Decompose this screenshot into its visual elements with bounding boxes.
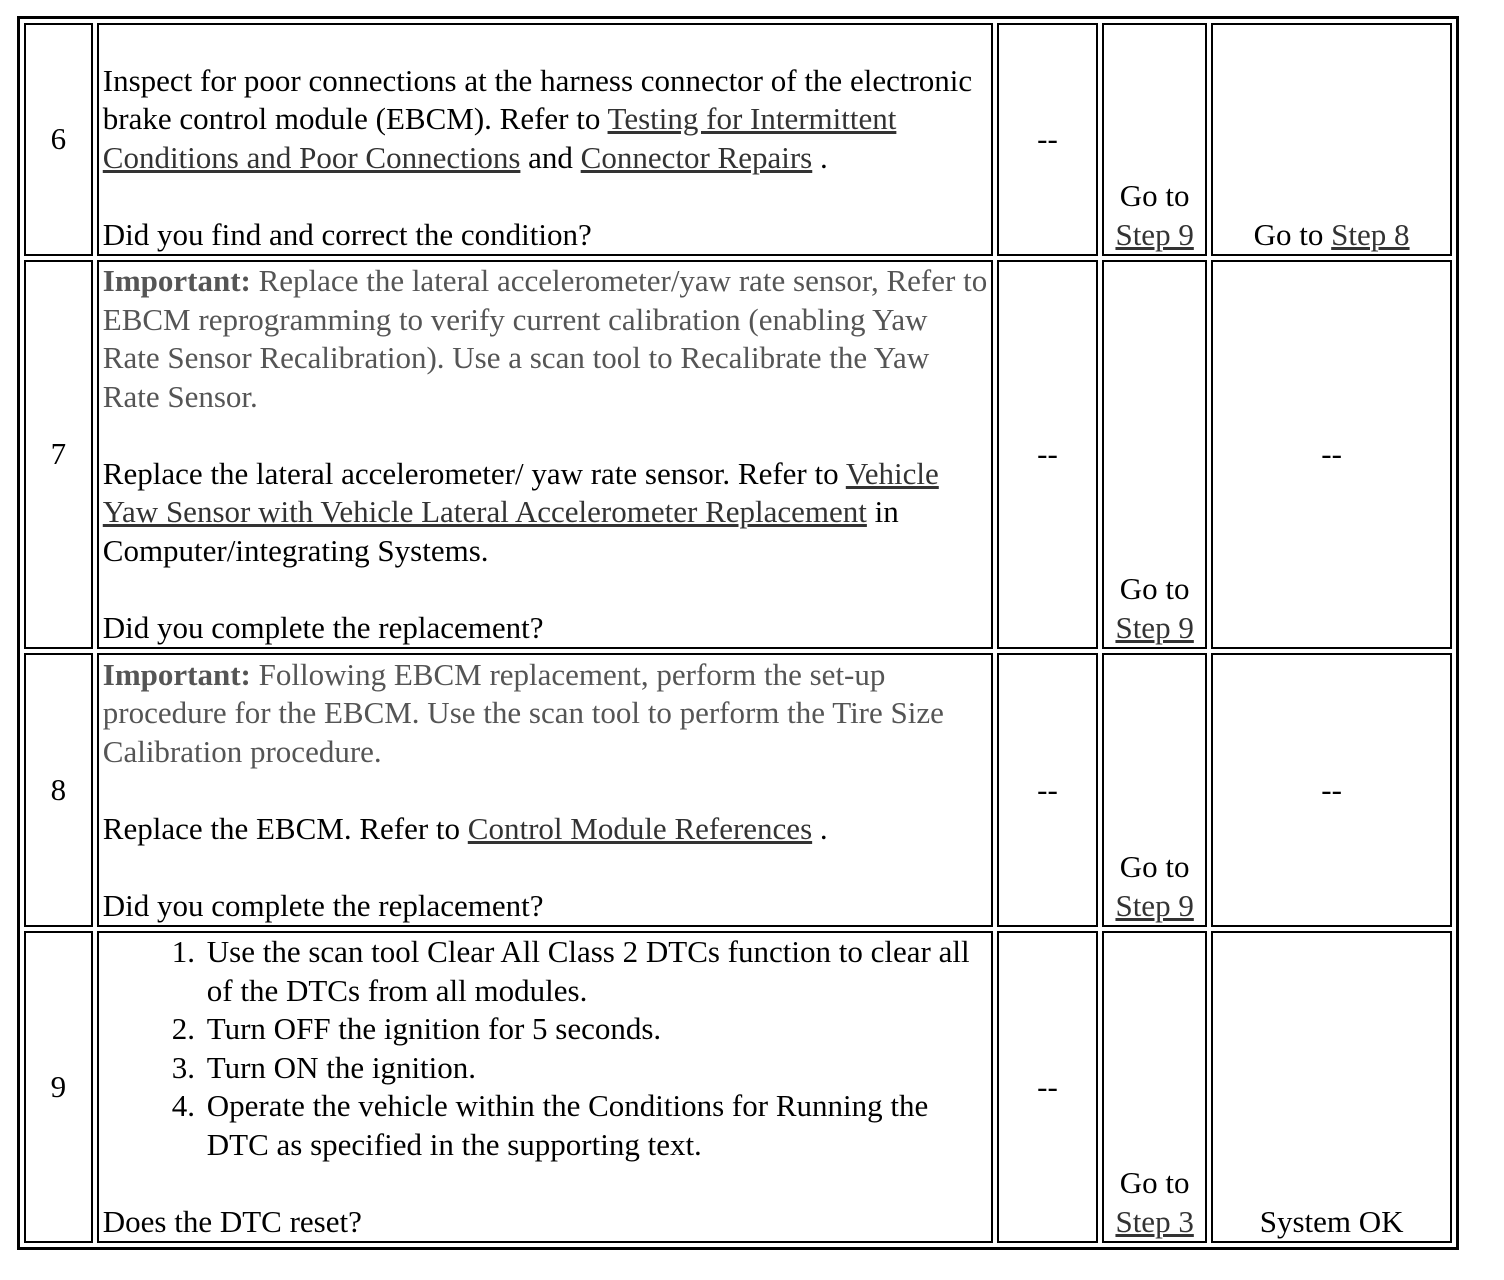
list-item: 4. Operate the vehicle within the Conditions for Running the DTC as specified in the supporting text. (203, 1087, 991, 1164)
no-action (1211, 23, 1452, 256)
important-label: Important: (102, 263, 251, 298)
value-cell: -- (997, 260, 1098, 649)
no-action: System OK (1211, 931, 1452, 1243)
step-question: Did you complete the replacement? (102, 887, 544, 923)
link-testing-intermittent[interactable]: Testing for Intermittent Conditions and Poor Connections (102, 101, 897, 175)
step-number: 8 (24, 653, 93, 927)
description-text: Replace the EBCM. Refer to (102, 810, 468, 846)
step-number: 7 (24, 260, 93, 649)
important-label: Important: (102, 656, 251, 692)
step-number: 6 (24, 23, 93, 256)
important-note (103, 262, 991, 416)
table-row (24, 260, 1452, 649)
value-cell: -- (997, 931, 1098, 1243)
no-action: -- (1211, 653, 1452, 927)
table-row (24, 931, 1452, 1243)
yes-prefix: Go to (1119, 849, 1190, 884)
yes-action (1102, 260, 1207, 649)
description-text: in Computer/integrating Systems. (102, 494, 899, 568)
yes-action (1102, 653, 1207, 927)
table-row (24, 23, 1452, 256)
procedure-list (103, 933, 991, 1164)
link-step-9[interactable]: Step 9 (1115, 609, 1194, 645)
link-control-module-references[interactable]: Control Module References (467, 810, 813, 846)
yes-prefix: Go to (1119, 178, 1190, 213)
step-question: Did you complete the replacement? (102, 609, 544, 645)
step-number: 9 (24, 931, 93, 1243)
description-text: and (520, 139, 581, 175)
description-text: Replace the lateral accelerometer/ yaw rate sensor. Refer to (102, 455, 846, 491)
important-note (103, 656, 991, 772)
important-text: Replace the lateral accelerometer/yaw rate sensor, Refer to EBCM reprogramming to verify current calibration (enabling Yaw Rate Sensor Recalibration). Use a scan tool to Recalibrate the Yaw Rate Sensor. (102, 263, 988, 414)
list-item: 2. Turn OFF the ignition for 5 seconds. (203, 1010, 991, 1049)
step-description (97, 260, 993, 649)
link-step-9[interactable]: Step 9 (1115, 216, 1194, 252)
yes-prefix: Go to (1119, 1165, 1190, 1200)
value-cell: -- (997, 23, 1098, 256)
step-question: Does the DTC reset? (102, 1203, 362, 1239)
no-prefix: Go to (1253, 216, 1332, 252)
step-description (97, 23, 993, 256)
table-row (24, 653, 1452, 927)
yes-prefix: Go to (1119, 571, 1190, 606)
important-text: Following EBCM replacement, perform the set-up procedure for the EBCM. Use the scan tool to perform the Tire Size Calibration procedure. (102, 656, 944, 769)
link-connector-repairs[interactable]: Connector Repairs (580, 139, 813, 175)
step-description (97, 931, 993, 1243)
link-yaw-sensor-replacement[interactable]: Vehicle Yaw Sensor with Vehicle Lateral Accelerometer Replacement (102, 455, 939, 529)
description-text: Inspect for poor connections at the harness connector of the electronic brake control module (EBCM). Refer to (102, 62, 973, 136)
description-text: . (812, 139, 828, 175)
step-question: Did you find and correct the condition? (102, 216, 592, 252)
yes-action (1102, 931, 1207, 1243)
link-step-9[interactable]: Step 9 (1115, 887, 1194, 923)
link-step-8[interactable]: Step 8 (1331, 216, 1410, 252)
yes-action (1102, 23, 1207, 256)
description-text: . (812, 810, 828, 846)
no-action: -- (1211, 260, 1452, 649)
list-item: 1. Use the scan tool Clear All Class 2 DTCs function to clear all of the DTCs from all modules. (203, 933, 991, 1010)
diagnostic-table (17, 16, 1459, 1250)
step-description (97, 653, 993, 927)
list-item: 3. Turn ON the ignition. (203, 1049, 991, 1088)
value-cell: -- (997, 653, 1098, 927)
link-step-3[interactable]: Step 3 (1115, 1203, 1194, 1239)
